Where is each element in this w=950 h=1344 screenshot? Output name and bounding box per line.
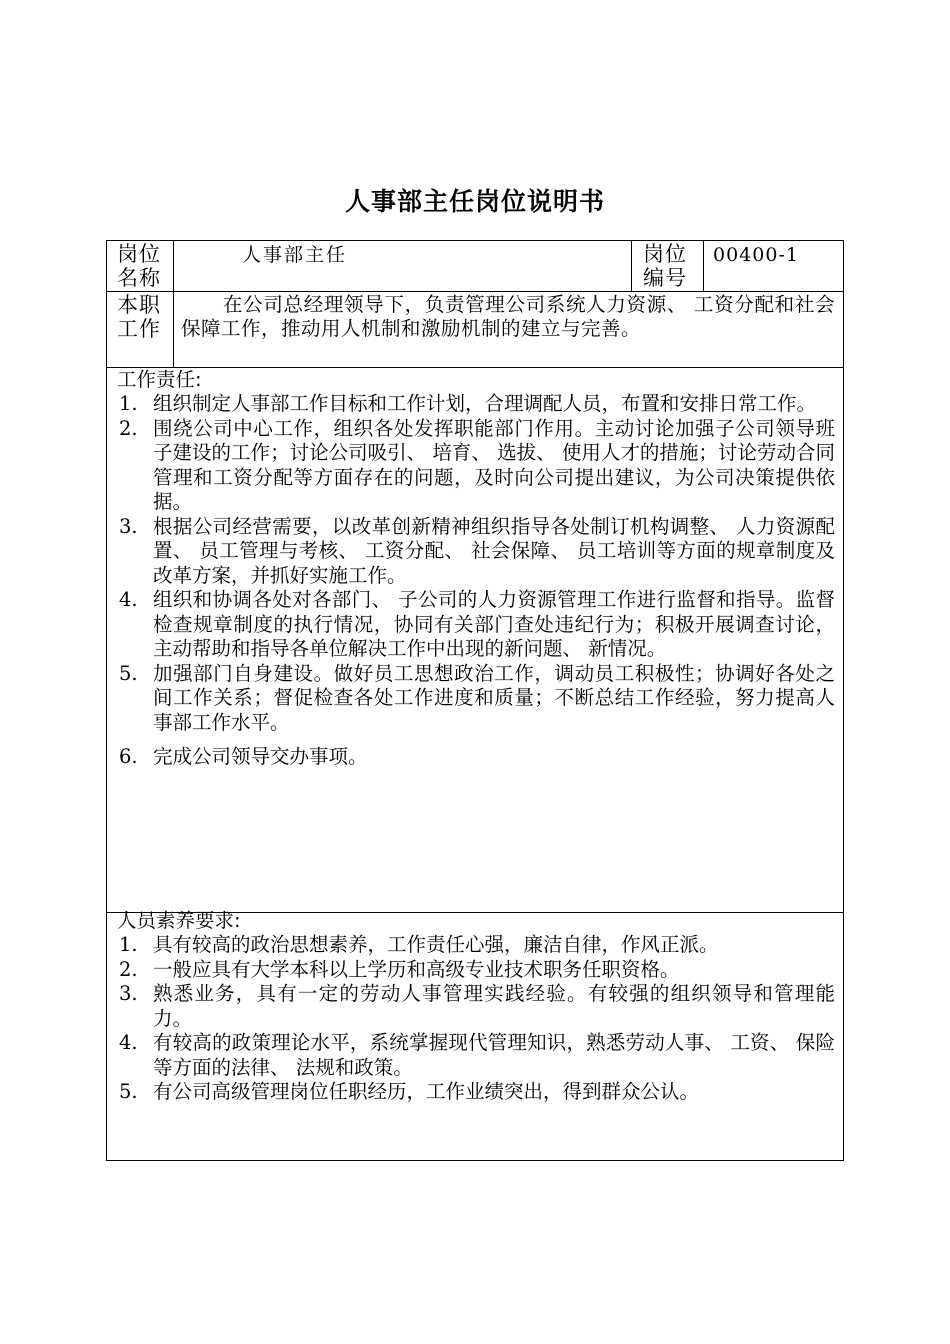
responsibilities-content <box>111 368 835 770</box>
item-number: 5. <box>119 1080 138 1103</box>
job-description-table <box>106 240 844 1161</box>
post-code-label-line2: 编号 <box>643 266 687 290</box>
responsibilities-list <box>111 392 835 770</box>
divider <box>173 241 174 291</box>
main-duty-label-line2: 工作 <box>117 317 161 341</box>
post-name-label-line1: 岗位 <box>117 242 161 266</box>
list-item <box>111 588 835 662</box>
header-row <box>107 241 843 292</box>
main-duty-row <box>107 292 843 368</box>
item-number: 6. <box>119 745 138 768</box>
item-number: 3. <box>119 982 138 1005</box>
item-number: 2. <box>119 957 138 981</box>
post-name-label-line2: 名称 <box>117 266 161 290</box>
main-duty-label <box>117 293 161 341</box>
item-text: 组织制定人事部工作目标和工作计划，合理调配人员，布置和安排日常工作。 <box>153 392 817 415</box>
list-item <box>111 982 835 1031</box>
item-number: 3. <box>119 514 138 538</box>
post-code-label <box>643 242 687 290</box>
item-number: 4. <box>119 1031 138 1054</box>
page-title: 人事部主任岗位说明书 <box>344 187 605 216</box>
responsibilities-section <box>107 368 843 913</box>
item-text: 组织和协调各处对各部门、 子公司的人力资源管理工作进行监督和指导。监督检查规章制度的执行情况，协同有关部门查处违纪行为；积极开展调查讨论，主动帮助和指导各单位解决工作中出现的新问题、 新情况。 <box>153 588 835 660</box>
post-name-value: 人事部主任 <box>242 244 348 266</box>
item-number: 1. <box>119 392 138 415</box>
list-item <box>111 745 835 770</box>
qualifications-heading: 人员素养要求: <box>117 909 241 932</box>
list-item <box>111 958 835 983</box>
post-code-label-line1: 岗位 <box>643 242 687 266</box>
item-text: 具有较高的政治思想素养，工作责任心强，廉洁自律，作风正派。 <box>153 933 719 956</box>
item-number: 5. <box>119 661 138 685</box>
main-duty-label-line1: 本职 <box>117 293 161 317</box>
item-number: 1. <box>119 933 138 956</box>
item-text: 加强部门自身建设。做好员工思想政治工作，调动员工积极性；协调好各处之间工作关系；督促检查各处工作进度和质量；不断总结工作经验，努力提高人事部工作水平。 <box>153 661 835 734</box>
main-duty-text: 在公司总经理领导下，负责管理公司系统人力资源、 工资分配和社会保障工作，推动用人机制和激励机制的建立与完善。 <box>181 293 835 340</box>
list-item <box>111 392 835 417</box>
divider <box>173 292 174 367</box>
list-item <box>111 515 835 589</box>
list-item <box>111 1031 835 1080</box>
item-text: 围绕公司中心工作，组织各处发挥职能部门作用。主动讨论加强子公司领导班子建设的工作；讨论公司吸引、 培育、 选拔、 使用人才的措施；讨论劳动合同管理和工资分配等方面存在的问题，及时向公司提出建议，为公司决策提供依据。 <box>153 416 835 513</box>
list-item <box>111 1080 835 1105</box>
qualifications-content <box>111 909 835 1105</box>
list-item <box>111 662 835 736</box>
list-item <box>111 933 835 958</box>
item-text: 有较高的政策理论水平，系统掌握现代管理知识，熟悉劳动人事、 工资、 保险等方面的法律、 法规和政策。 <box>153 1031 835 1079</box>
item-text: 有公司高级管理岗位任职经历，工作业绩突出，得到群众公认。 <box>153 1080 700 1103</box>
divider <box>631 241 632 291</box>
post-code-value: 00400-1 <box>713 244 799 266</box>
responsibilities-heading: 工作责任: <box>117 368 202 391</box>
item-number: 2. <box>119 416 138 440</box>
divider <box>703 241 704 291</box>
item-number: 4. <box>119 588 138 611</box>
item-text: 完成公司领导交办事项。 <box>153 745 368 768</box>
item-text: 熟悉业务，具有一定的劳动人事管理实践经验。有较强的组织领导和管理能力。 <box>153 982 835 1030</box>
item-text: 一般应具有大学本科以上学历和高级专业技术职务任职资格。 <box>153 957 680 981</box>
post-name-label <box>117 242 161 290</box>
qualifications-list <box>111 933 835 1105</box>
item-text: 根据公司经营需要，以改革创新精神组织指导各处制订机构调整、 人力资源配置、 员工管理与考核、 工资分配、 社会保障、 员工培训等方面的规章制度及改革方案，并抓好实施工作。 <box>153 514 835 587</box>
list-item <box>111 417 835 515</box>
qualifications-section <box>107 909 843 1161</box>
